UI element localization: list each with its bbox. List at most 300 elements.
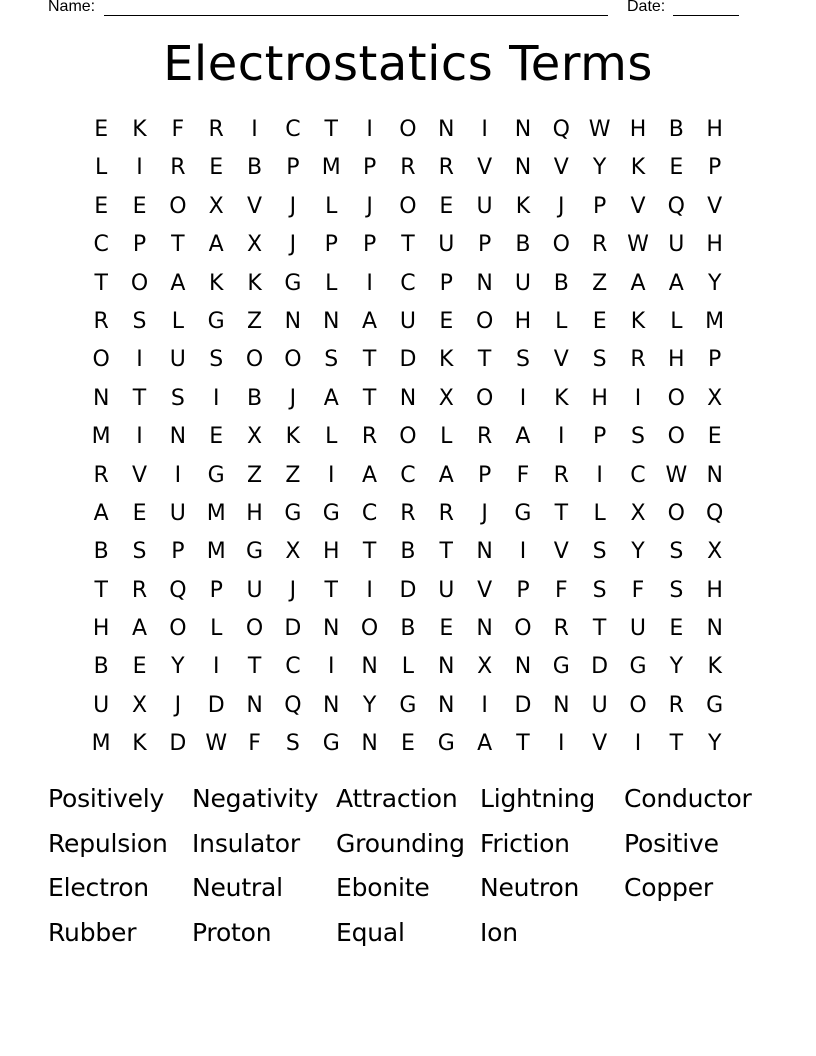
grid-letter: I	[136, 155, 143, 181]
grid-letter: C	[285, 117, 301, 142]
grid-letter: I	[481, 117, 488, 142]
grid-letter: T	[401, 232, 415, 258]
grid-letter: R	[591, 232, 608, 258]
grid-letter: U	[246, 577, 263, 603]
grid-letter: P	[708, 155, 722, 181]
grid-letter: E	[94, 193, 109, 219]
grid-letter: U	[514, 270, 531, 296]
grid-letter: I	[634, 385, 642, 411]
grid-letter: R	[400, 155, 416, 181]
grid-letter: N	[438, 117, 455, 142]
grid-letter: I	[212, 654, 220, 680]
grid-letter: Q	[667, 193, 685, 219]
grid-row	[82, 149, 734, 187]
grid-letter: G	[514, 500, 532, 526]
grid-letter: C	[630, 462, 646, 488]
grid-letter: S	[592, 577, 607, 603]
grid-letter: H	[706, 232, 723, 258]
grid-letter: L	[95, 155, 108, 181]
grid-letter: N	[323, 692, 340, 718]
grid-letter: L	[593, 500, 606, 526]
grid-letter: C	[400, 270, 416, 296]
grid-letter: N	[399, 385, 417, 411]
grid-row	[82, 111, 734, 149]
grid-letter: R	[553, 462, 569, 488]
grid-letter: N	[438, 692, 455, 718]
grid-letter: D	[207, 692, 225, 718]
word-list-row	[48, 867, 788, 912]
word-list-item: Proton	[192, 917, 272, 947]
grid-letter: P	[593, 424, 607, 450]
grid-letter: I	[136, 347, 143, 373]
grid-letter: G	[207, 308, 225, 334]
grid-letter: O	[284, 347, 302, 373]
grid-letter: L	[440, 424, 453, 450]
grid-letter: E	[132, 654, 147, 680]
grid-letter: P	[477, 232, 492, 258]
grid-letter: B	[553, 270, 569, 296]
grid-letter: P	[286, 155, 300, 181]
grid-letter: Z	[592, 270, 608, 296]
grid-row	[82, 725, 734, 763]
grid-letter: X	[477, 654, 493, 680]
grid-letter: N	[361, 731, 378, 757]
grid-letter: E	[400, 731, 415, 757]
grid-letter: G	[322, 500, 340, 526]
grid-letter: O	[169, 193, 187, 219]
grid-letter: Y	[592, 155, 607, 181]
grid-letter: N	[92, 385, 110, 411]
grid-letter: Z	[247, 308, 263, 334]
grid-letter: N	[361, 654, 378, 680]
word-list-item: Positively	[48, 784, 165, 813]
grid-letter: E	[209, 155, 224, 181]
grid-letter: I	[366, 117, 373, 142]
grid-letter: L	[670, 308, 683, 334]
grid-letter: F	[554, 577, 568, 603]
grid-letter: I	[327, 462, 335, 488]
grid-letter: I	[136, 424, 143, 450]
word-list-item: Rubber	[48, 917, 137, 947]
grid-letter: L	[325, 270, 338, 296]
grid-letter: U	[591, 692, 608, 718]
grid-letter: P	[132, 232, 147, 258]
grid-row	[82, 533, 734, 571]
grid-letter: S	[170, 385, 185, 411]
grid-letter: I	[558, 424, 565, 450]
word-list-item: Copper	[624, 873, 713, 902]
grid-letter: T	[554, 500, 569, 526]
grid-letter: S	[592, 347, 607, 373]
grid-letter: H	[591, 385, 608, 411]
grid-letter: G	[322, 731, 340, 757]
name-blank-line[interactable]	[104, 15, 608, 16]
grid-row	[82, 687, 734, 725]
grid-letter: W	[588, 117, 611, 142]
grid-letter: E	[669, 155, 684, 181]
grid-letter: S	[285, 731, 300, 757]
grid-letter: A	[170, 270, 186, 296]
grid-letter: J	[481, 500, 488, 526]
grid-letter: K	[285, 424, 301, 450]
grid-letter: H	[706, 117, 723, 142]
word-list-item: Grounding	[336, 828, 465, 858]
grid-letter: K	[439, 347, 454, 373]
grid-letter: J	[558, 193, 565, 219]
grid-letter: T	[592, 616, 607, 642]
grid-letter: T	[247, 654, 262, 680]
grid-letter: O	[629, 692, 647, 718]
grid-letter: P	[708, 347, 722, 373]
grid-letter: U	[629, 616, 647, 642]
date-blank-line[interactable]	[673, 15, 739, 16]
grid-letter: E	[94, 117, 109, 142]
grid-letter: I	[212, 385, 220, 411]
grid-letter: K	[132, 731, 147, 757]
grid-letter: R	[553, 616, 569, 642]
grid-letter: A	[208, 232, 224, 258]
grid-letter: D	[169, 731, 187, 757]
grid-letter: P	[477, 462, 492, 488]
grid-letter: F	[516, 462, 530, 488]
grid-letter: G	[284, 270, 302, 296]
grid-letter: A	[93, 500, 109, 526]
grid-letter: H	[514, 308, 532, 334]
grid-letter: D	[514, 692, 532, 718]
grid-letter: H	[668, 347, 685, 373]
grid-letter: S	[132, 539, 147, 565]
grid-letter: L	[555, 308, 568, 334]
grid-letter: M	[705, 308, 725, 334]
grid-letter: O	[360, 616, 379, 642]
grid-letter: I	[634, 731, 642, 757]
grid-letter: T	[477, 347, 492, 373]
grid-letter: O	[245, 616, 264, 642]
grid-letter: O	[130, 270, 149, 296]
grid-letter: B	[247, 385, 263, 411]
grid-letter: K	[707, 654, 722, 680]
grid-row	[82, 418, 734, 456]
grid-letter: K	[630, 155, 646, 181]
grid-letter: K	[208, 270, 224, 296]
grid-letter: A	[362, 308, 378, 334]
grid-letter: K	[515, 193, 531, 219]
grid-letter: V	[131, 462, 148, 488]
grid-letter: N	[476, 539, 493, 565]
grid-letter: G	[207, 462, 225, 488]
grid-letter: U	[169, 500, 186, 526]
grid-letter: O	[552, 232, 570, 258]
grid-row	[82, 303, 734, 341]
word-list-item: Equal	[336, 917, 405, 947]
grid-letter: Y	[362, 692, 377, 718]
grid-letter: A	[668, 270, 684, 296]
grid-letter: R	[361, 424, 378, 450]
grid-letter: R	[668, 692, 684, 718]
grid-letter: L	[401, 654, 415, 680]
grid-letter: S	[324, 347, 339, 373]
grid-letter: B	[93, 539, 109, 565]
grid-letter: X	[630, 500, 646, 526]
grid-letter: A	[323, 385, 339, 411]
grid-letter: Y	[707, 270, 722, 296]
grid-letter: R	[131, 577, 148, 603]
grid-letter: X	[707, 385, 723, 411]
grid-letter: A	[131, 616, 148, 642]
grid-letter: F	[631, 577, 645, 603]
grid-letter: R	[438, 500, 454, 526]
grid-letter: D	[399, 347, 417, 373]
grid-letter: W	[205, 731, 228, 757]
grid-letter: K	[554, 385, 569, 411]
grid-letter: O	[169, 616, 187, 642]
grid-letter: G	[284, 500, 302, 526]
grid-letter: I	[519, 539, 527, 565]
grid-letter: M	[206, 500, 226, 526]
grid-letter: S	[669, 577, 684, 603]
word-list-item: Ebonite	[336, 873, 430, 902]
grid-letter: I	[327, 654, 335, 680]
grid-letter: N	[553, 692, 570, 718]
grid-letter: Y	[171, 654, 185, 680]
grid-letter: T	[132, 385, 147, 411]
grid-letter: X	[438, 385, 454, 411]
grid-letter: A	[515, 424, 531, 450]
word-list-item: Attraction	[336, 784, 458, 813]
grid-letter: X	[285, 539, 301, 565]
grid-letter: Q	[706, 500, 724, 526]
word-list-item: Insulator	[192, 828, 300, 858]
grid-letter: M	[91, 424, 111, 450]
grid-letter: N	[514, 654, 532, 680]
grid-letter: R	[476, 424, 493, 450]
grid-letter: A	[362, 462, 378, 488]
grid-letter: C	[361, 500, 378, 526]
grid-letter: N	[284, 308, 302, 334]
grid-letter: P	[324, 232, 338, 258]
grid-letter: B	[400, 539, 416, 565]
grid-letter: G	[437, 731, 455, 757]
grid-letter: N	[514, 117, 532, 142]
grid-letter: L	[171, 308, 184, 334]
grid-letter: O	[667, 424, 685, 450]
grid-letter: N	[476, 270, 493, 296]
grid-letter: C	[93, 232, 109, 258]
grid-letter: G	[629, 654, 647, 680]
grid-letter: Q	[169, 577, 187, 603]
grid-letter: Q	[284, 692, 302, 718]
word-list-item: Friction	[480, 828, 570, 858]
grid-letter: I	[519, 385, 527, 411]
word-list-item: Neutral	[192, 873, 283, 902]
letter-grid	[82, 111, 734, 764]
grid-letter: E	[439, 193, 454, 219]
grid-letter: H	[92, 616, 110, 642]
grid-letter: R	[438, 155, 454, 181]
grid-letter: S	[209, 347, 224, 373]
grid-letter: I	[481, 692, 488, 718]
grid-letter: H	[629, 117, 647, 142]
page-title: Electrostatics Terms	[163, 36, 653, 92]
grid-letter: E	[707, 424, 722, 450]
word-list-row	[48, 823, 788, 868]
grid-letter: B	[515, 232, 531, 258]
grid-row	[82, 495, 734, 533]
grid-letter: G	[246, 539, 264, 565]
grid-letter: A	[477, 731, 493, 757]
grid-letter: V	[477, 577, 493, 603]
worksheet-header	[0, 0, 816, 20]
grid-letter: L	[325, 193, 338, 219]
grid-letter: T	[362, 347, 377, 373]
grid-letter: P	[209, 577, 223, 603]
grid-letter: F	[248, 731, 261, 757]
grid-letter: I	[366, 270, 373, 296]
grid-letter: J	[174, 692, 182, 718]
grid-letter: C	[285, 654, 301, 680]
grid-letter: T	[516, 731, 530, 757]
grid-letter: X	[208, 193, 224, 219]
grid-letter: X	[247, 424, 263, 450]
grid-letter: V	[553, 155, 569, 181]
grid-letter: D	[591, 654, 609, 680]
grid-letter: R	[170, 155, 186, 181]
word-list-item: Ion	[480, 917, 518, 947]
grid-letter: T	[171, 232, 185, 258]
grid-row	[82, 610, 734, 648]
grid-row	[82, 265, 734, 303]
grid-letter: D	[399, 577, 417, 603]
grid-letter: E	[209, 424, 224, 450]
grid-letter: W	[627, 232, 649, 258]
grid-letter: L	[325, 424, 338, 450]
grid-letter: O	[667, 500, 685, 526]
grid-letter: U	[476, 193, 493, 219]
grid-letter: R	[93, 308, 109, 334]
grid-letter: H	[706, 577, 723, 603]
grid-letter: M	[321, 155, 341, 181]
grid-letter: R	[630, 347, 646, 373]
grid-letter: O	[399, 193, 417, 219]
grid-letter: T	[324, 117, 338, 142]
grid-letter: S	[132, 308, 147, 334]
word-list	[48, 778, 788, 956]
grid-letter: V	[553, 347, 569, 373]
grid-letter: N	[323, 616, 340, 642]
grid-row	[82, 648, 734, 686]
grid-letter: N	[706, 462, 723, 488]
grid-letter: I	[558, 731, 565, 757]
grid-letter: G	[552, 654, 570, 680]
word-list-item: Conductor	[624, 784, 752, 813]
grid-letter: E	[439, 616, 454, 642]
grid-letter: U	[668, 232, 685, 258]
grid-letter: O	[514, 616, 532, 642]
grid-letter: U	[93, 692, 110, 718]
word-list-item: Negativity	[192, 784, 319, 813]
grid-row	[82, 226, 734, 264]
grid-letter: O	[667, 385, 685, 411]
grid-letter: I	[251, 117, 258, 142]
grid-letter: S	[515, 347, 530, 373]
grid-letter: R	[400, 500, 416, 526]
grid-letter: Y	[631, 539, 645, 565]
grid-letter: T	[439, 539, 453, 565]
grid-letter: P	[593, 193, 607, 219]
grid-letter: O	[475, 385, 494, 411]
grid-letter: T	[94, 577, 108, 603]
grid-letter: A	[630, 270, 646, 296]
grid-letter: Z	[285, 462, 301, 488]
grid-letter: J	[366, 193, 373, 219]
grid-letter: E	[132, 500, 147, 526]
grid-letter: F	[171, 117, 185, 142]
grid-letter: T	[669, 731, 684, 757]
grid-letter: E	[592, 308, 607, 334]
grid-letter: I	[174, 462, 182, 488]
grid-letter: B	[400, 616, 416, 642]
grid-letter: C	[400, 462, 416, 488]
grid-letter: M	[91, 731, 111, 757]
word-list-row	[48, 778, 788, 823]
grid-row	[82, 572, 734, 610]
grid-row	[82, 457, 734, 495]
grid-letter: N	[514, 155, 532, 181]
grid-letter: G	[706, 692, 724, 718]
grid-letter: E	[439, 308, 454, 334]
grid-letter: P	[171, 539, 185, 565]
name-label: Name:	[48, 0, 96, 15]
grid-letter: I	[596, 462, 603, 488]
grid-letter: B	[247, 155, 263, 181]
grid-letter: K	[630, 308, 646, 334]
grid-letter: J	[289, 232, 297, 258]
grid-letter: Y	[707, 731, 722, 757]
grid-letter: M	[206, 539, 226, 565]
word-list-item: Neutron	[480, 873, 580, 902]
grid-letter: V	[630, 193, 646, 219]
grid-letter: O	[92, 347, 110, 373]
grid-letter: E	[669, 616, 684, 642]
grid-letter: N	[323, 308, 340, 334]
grid-letter: T	[362, 539, 377, 565]
grid-letter: O	[399, 424, 417, 450]
word-list-item: Electron	[48, 873, 149, 902]
grid-letter: E	[132, 193, 147, 219]
grid-letter: S	[631, 424, 645, 450]
grid-letter: N	[438, 654, 455, 680]
grid-letter: B	[93, 654, 109, 680]
grid-letter: T	[362, 385, 377, 411]
grid-letter: L	[210, 616, 223, 642]
grid-letter: W	[665, 462, 688, 488]
grid-letter: N	[246, 692, 263, 718]
word-list-item	[624, 912, 768, 957]
grid-letter: J	[289, 385, 297, 411]
word-list-row	[48, 912, 788, 957]
grid-letter: V	[553, 539, 569, 565]
grid-letter: R	[208, 117, 224, 142]
grid-letter: S	[592, 539, 607, 565]
grid-letter: P	[439, 270, 453, 296]
grid-letter: N	[706, 616, 723, 642]
grid-letter: Y	[669, 654, 684, 680]
grid-letter: P	[362, 232, 377, 258]
grid-letter: U	[438, 577, 455, 603]
grid-letter: N	[476, 616, 493, 642]
grid-letter: P	[516, 577, 530, 603]
grid-letter: Q	[552, 117, 570, 142]
